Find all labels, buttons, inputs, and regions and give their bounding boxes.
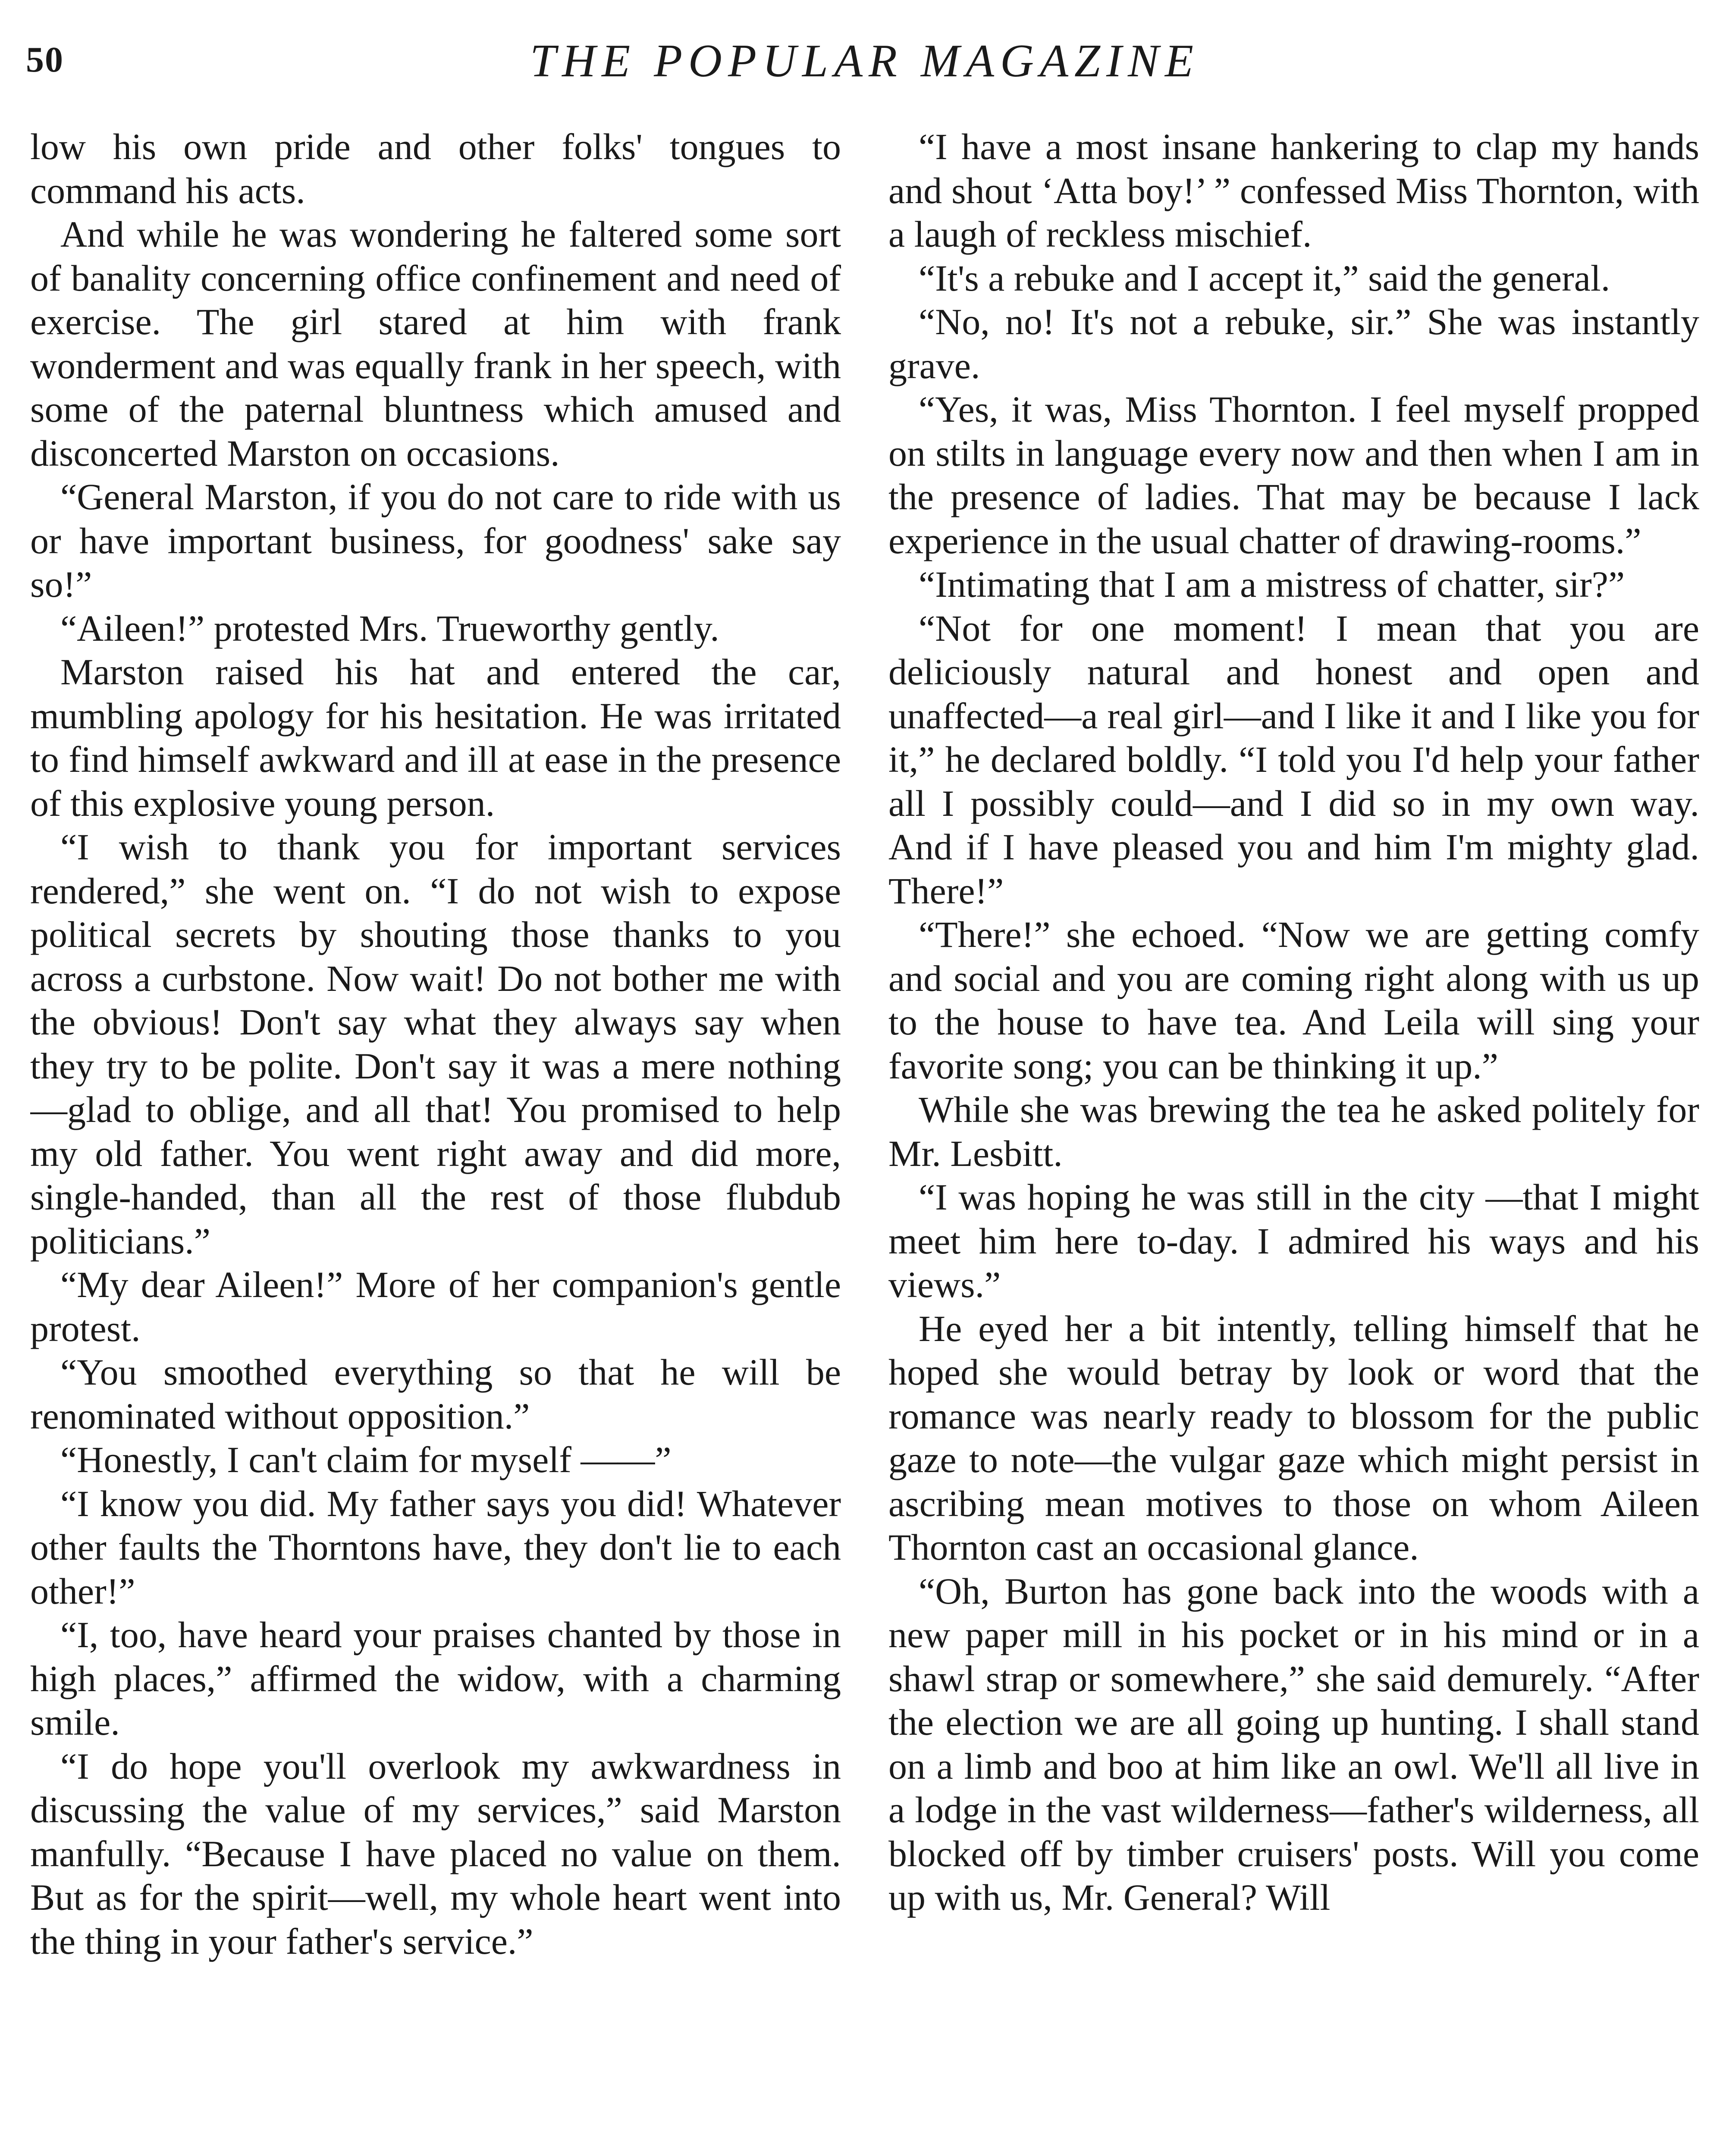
paragraph: “I was hoping he was still in the city —that I might meet him here to-day. I admired his ways and his views.” xyxy=(888,1176,1699,1305)
paragraph: low his own pride and other folks' tongues to command his acts. xyxy=(30,126,841,211)
paragraph: “I wish to thank you for important services rendered,” she went on. “I do not wish to expose political secrets by shouting those thanks to you across a curbstone. Now wait! Do not bother me with the obvious! Don't say what they always say when they try to be polite. Don't say it was a mere nothing—glad to oblige, and all that! You promised to help my old father. You went right away and did more, single-handed, than all the rest of those flubdub politicians.” xyxy=(30,826,841,1262)
paragraph: “There!” she echoed. “Now we are getting comfy and social and you are coming right along with us up to the house to have tea. And Leila will sing your favorite song; you can be thinking it up.” xyxy=(888,914,1699,1087)
paragraph: “It's a rebuke and I accept it,” said the general. xyxy=(919,257,1610,299)
paragraph: “Honestly, I can't claim for myself ——” xyxy=(60,1439,672,1480)
paragraph: “Yes, it was, Miss Thornton. I feel myself propped on stilts in language every now and then when I am in the presence of ladies. That may be because I lack experience in the usual chatter of drawing-rooms.” xyxy=(888,389,1699,561)
paragraph: “No, no! It's not a rebuke, sir.” She was instantly grave. xyxy=(888,301,1699,386)
paragraph: “Not for one moment! I mean that you are deliciously natural and honest and open and unaffected—a real girl—and I like it and I like you for it,” he declared boldly. “I told you I'd help your father all I possibly could—and I did so in my own way. And if I have pleased you and him I'm mighty glad. There!” xyxy=(888,607,1699,912)
paragraph: “I, too, have heard your praises chanted by those in high places,” affirmed the widow, with a charming smile. xyxy=(30,1614,841,1743)
page-number: 50 xyxy=(26,40,64,80)
left-column xyxy=(30,125,841,2156)
paragraph: “General Marston, if you do not care to ride with us or have important business, for goodness' sake say so!” xyxy=(30,476,841,605)
page-header xyxy=(26,34,1704,99)
magazine-title: THE POPULAR MAGAZINE xyxy=(530,35,1199,87)
paragraph: And while he was wondering he faltered some sort of banality concerning office confinement and need of exercise. The girl stared at him with frank wonderment and was equally frank in her speech, with some of the paternal bluntness which amused and disconcerted Marston on occasions. xyxy=(30,213,841,474)
right-column xyxy=(888,125,1699,2156)
paragraph: “Intimating that I am a mistress of chatter, sir?” xyxy=(919,564,1625,605)
paragraph: “My dear Aileen!” More of her companion's gentle protest. xyxy=(30,1264,841,1349)
paragraph: “Oh, Burton has gone back into the woods with a new paper mill in his pocket or in his mind or in a shawl strap or somewhere,” she said demurely. “After the election we are all going up hunting. I shall stand on a limb and boo at him like an owl. We'll all live in a lodge in the vast wilderness—father's wilderness, all blocked off by timber cruisers' posts. Will you come up with us, Mr. General? Will xyxy=(888,1570,1699,1918)
paragraph: “I do hope you'll overlook my awkwardness in discussing the value of my services,” said Marston manfully. “Because I have placed no value on them. But as for the spirit—well, my whole heart went into the thing in your father's service.” xyxy=(30,1745,841,1962)
paragraph: He eyed her a bit intently, telling himself that he hoped she would betray by look or word that the romance was nearly ready to blossom for the public gaze to note—the vulgar gaze which might persist in ascribing mean motives to those on whom Aileen Thornton cast an occasional glance. xyxy=(888,1307,1699,1568)
paragraph: “Aileen!” protested Mrs. Trueworthy gently. xyxy=(60,607,719,649)
paragraph: Marston raised his hat and entered the car, mumbling apology for his hesitation. He was irritated to find himself awkward and ill at ease in the presence of this explosive young person. xyxy=(30,651,841,824)
paragraph: “I have a most insane hankering to clap my hands and shout ‘Atta boy!’ ” confessed Miss Thornton, with a laugh of reckless mischief. xyxy=(888,126,1699,255)
paragraph: While she was brewing the tea he asked politely for Mr. Lesbitt. xyxy=(888,1089,1699,1174)
paragraph: “I know you did. My father says you did! Whatever other faults the Thorntons have, they don't lie to each other!” xyxy=(30,1482,841,1612)
paragraph: “You smoothed everything so that he will be renominated without opposition.” xyxy=(30,1351,841,1437)
